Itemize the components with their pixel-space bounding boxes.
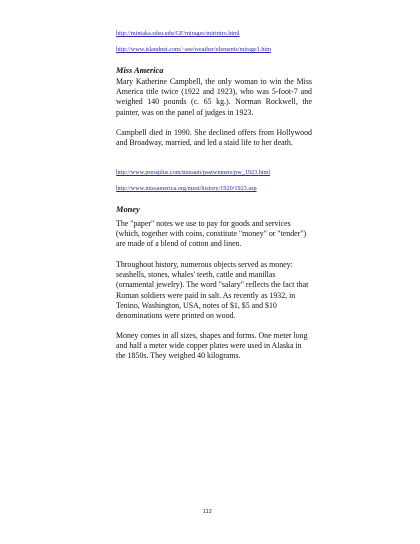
link-mirage-weather[interactable]: http://www.islandnet.com/~see/weather/elements/mirage1.htm bbox=[116, 46, 272, 53]
page-number: 112 bbox=[203, 509, 212, 515]
paragraph-money-1: The "paper" notes we use to pay for goods and services (which, together with coins, constitute "money" or "tender") are made of a blend of cotton and linen. bbox=[116, 219, 307, 249]
link-miss-america-history[interactable]: http://www.missamerica.org/meet/history/1920/1923.asp bbox=[116, 185, 257, 192]
section-heading-money: Money bbox=[116, 205, 140, 214]
link-mirage-intro[interactable]: http://mintaka.sdsu.edu/GF/mirages/mirintro.html bbox=[116, 30, 240, 37]
paragraph-money-3: Money comes in all sizes, shapes and forms. One meter long and half a meter wide copper plates were used in Alaska in the 1850s. They weighed 40 kilograms. bbox=[116, 331, 308, 361]
paragraph-miss-america-2: Campbell died in 1990. She declined offers from Hollywood and Broadway, married, and led a staid life to her death. bbox=[116, 128, 312, 148]
paragraph-miss-america-1: Mary Katherine Campbell, the only woman to win the Miss America title twice (1922 and 1923), who was 5-foot-7 and weighed 140 pounds (c. 65 kg.). Norman Rockwell, the painter, was on the panel of judges in 1923. bbox=[116, 77, 312, 117]
section-heading-miss-america: Miss America bbox=[116, 66, 164, 75]
link-miss-america-pastwinners[interactable]: http://www.pressplus.com/missam/pastwinners/pw_1923.html bbox=[116, 169, 271, 176]
paragraph-money-2: Throughout history, numerous objects served as money: seashells, stones, whales' teeth, cattle and manillas (ornamental jewelry). The word "salary" reflects the fact that Roman soldiers were paid in salt. As recently as 1932, in Tenino, Washington, USA, notes of $1, $5 and $10 denominations were printed on wood. bbox=[116, 260, 309, 321]
